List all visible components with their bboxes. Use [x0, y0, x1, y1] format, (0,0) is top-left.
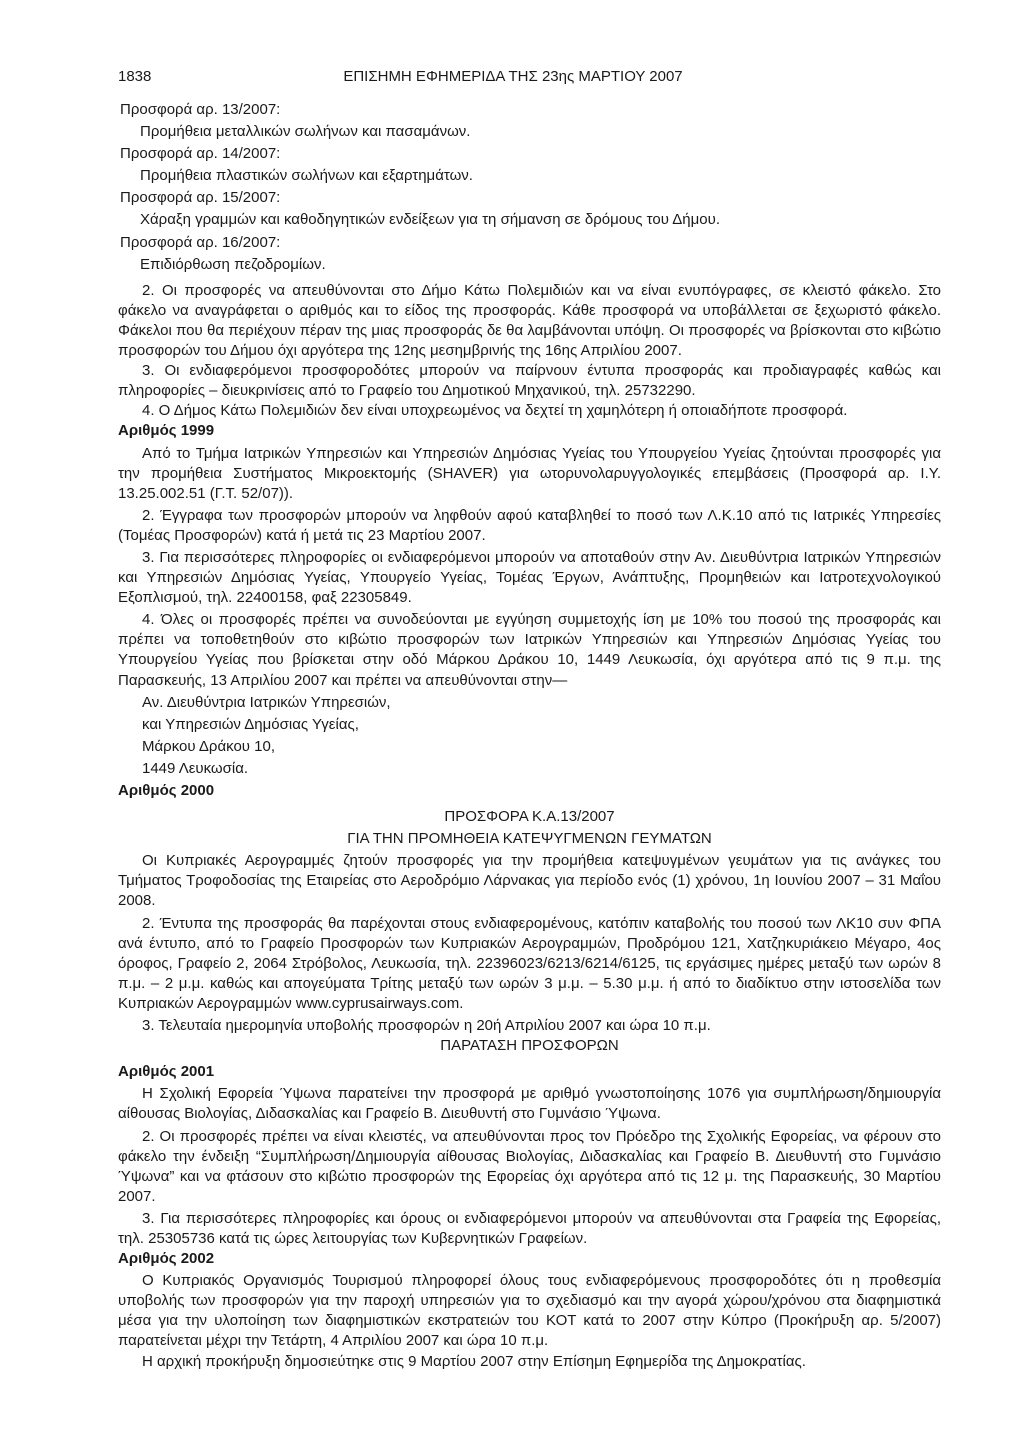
section-2002-paragraph: Ο Κυπριακός Οργανισμός Τουρισμού πληροφορεί όλους τους ενδιαφερόμενους προσφοροδότες ότι η προθεσμία υποβολής των προσφορών για την παροχή υπηρεσιών για το σχεδιασμό και την αγορά χώρου/χρόνου στα διαφημιστικά μέσα για την υλοποίηση των διαφημιστικών εκστρατειών του ΚΟΤ κατά το 2007 στην Κύπρο (Προκήρυξη αρ. 5/2007) παρατείνεται μέχρι την Τετάρτη, 4 Απριλίου 2007 και ώρα 10 π.μ.: [118, 1272, 941, 1350]
section-1999-paragraph: 4. Όλες οι προσφορές πρέπει να συνοδεύονται με εγγύηση συμμετοχής ίση με 10% του ποσού της προσφοράς και πρέπει να τοποθετηθούν στο κιβώτιο προσφορών των Ιατρικών Υπηρεσιών και Υπηρεσιών Δημόσιας Υγείας του Υπουργείου Υγείας που βρίσκεται στην οδό Μάρκου Δράκου 10, 1449 Λευκωσία, όχι αργότερα από τις 9 π.μ. της Παρασκευής, 13 Απριλίου 2007 και πρέπει να απευθύνονται στην—: [118, 611, 941, 689]
section-2001-paragraph: Η Σχολική Εφορεία Ύψωνα παρατείνει την προσφορά με αριθμό γνωστοποίησης 1076 για συμπλήρωση/δημιουργία αίθουσας Βιολογίας, Διδασκαλίας και Γραφείο Β. Διευθυντή στο Γυμνάσιο Ύψωνα.: [118, 1085, 941, 1123]
page-content: [118, 100, 941, 1372]
address-line: 1449 Λευκωσία.: [142, 759, 249, 777]
section-1998-paragraph: 2. Οι προσφορές να απευθύνονται στο Δήμο Κάτω Πολεμιδιών και να είναι ενυπόγραφες, σε κλειστό φάκελο. Στο φάκελο να αναγράφεται ο αριθμός και το είδος της προσφοράς. Κάθε προσφορά να υποβάλλεται σε ξεχωριστό φάκελο. Φάκελοι που θα περιέχουν πέραν της μιας προσφοράς δε θα λαμβάνονται υπόψη. Οι προσφορές να βρίσκονται στο κιβώτιο προσφορών του Δήμου όχι αργότερα της 12ης μεσημβρινής της 16ης Απριλίου 2007.: [118, 281, 941, 360]
section-2000-title: ΠΡΟΣΦΟΡΑ Κ.Α.13/2007: [444, 808, 615, 826]
page-header: [118, 68, 908, 88]
section-1999-paragraph: 3. Για περισσότερες πληροφορίες οι ενδιαφερόμενοι μπορούν να αποταθούν στην Αν. Διευθύντρια Ιατρικών Υπηρεσιών και Υπηρεσιών Δημόσιας Υγείας, Υπουργείο Υγείας, Τομέας Έργων, Ανάπτυξης, Προμηθειών και Ιατροτεχνολογικού Εξοπλισμού, τηλ. 22400158, φαξ 22305849.: [118, 548, 941, 607]
address-line: Αν. Διευθύντρια Ιατρικών Υπηρεσιών,: [142, 693, 391, 711]
section-2000-paragraph: Οι Κυπριακές Αερογραμμές ζητούν προσφορές για την προμήθεια κατεψυγμένων γευμάτων για τις ανάγκες του Τμήματος Τροφοδοσίας της Εταιρείας στο Αεροδρόμιο Λάρνακας για περίοδο ενός (1) χρόνου, 1η Ιουνίου 2007 – 31 Μαΐου 2008.: [118, 852, 941, 910]
section-2000-heading: Αριθμός 2000: [118, 782, 215, 799]
offer-label: Προσφορά αρ. 13/2007:: [120, 101, 281, 118]
section-2001-paragraph: 3. Για περισσότερες πληροφορίες και όρους οι ενδιαφερόμενοι μπορούν να απευθύνονται στα Γραφεία της Εφορείας, τηλ. 25305736 κατά τις ώρες λειτουργίας των Κυβερνητικών Γραφείων.: [118, 1209, 941, 1247]
page-number: 1838: [118, 68, 152, 85]
offer-label: Προσφορά αρ. 15/2007:: [120, 189, 281, 207]
section-1999-paragraph: Από το Τμήμα Ιατρικών Υπηρεσιών και Υπηρεσιών Δημόσιας Υγείας του Υπουργείου Υγείας ζητούνται προσφορές για την προμήθεια Συστήματος Μικροεκτομής (SHAVER) για ωτορυνολαρυγγολογικές επεμβάσεις (Προσφορά αρ. Ι.Υ. 13.25.002.51 (Γ.Τ. 52/07)).: [118, 444, 941, 502]
offer-description: Επιδιόρθωση πεζοδρομίων.: [140, 255, 326, 273]
section-1998-paragraph: 4. Ο Δήμος Κάτω Πολεμιδιών δεν είναι υποχρεωμένος να δεχτεί τη χαμηλότερη ή οποιαδήποτε προσφορά.: [142, 402, 848, 420]
section-2000-title-line2: ΓΙΑ ΤΗΝ ΠΡΟΜΗΘΕΙΑ ΚΑΤΕΨΥΓΜΕΝΩΝ ΓΕΥΜΑΤΩΝ: [347, 830, 712, 848]
offer-label: Προσφορά αρ. 16/2007:: [120, 233, 281, 251]
offer-description: Προμήθεια πλαστικών σωλήνων και εξαρτημάτων.: [140, 167, 473, 185]
gazette-title: ΕΠΙΣΗΜΗ ΕΦΗΜΕΡΙΔΑ ΤΗΣ 23ης ΜΑΡΤΙΟΥ 2007: [343, 68, 683, 85]
offer-description: Προμήθεια μεταλλικών σωλήνων και πασαμάνων.: [140, 123, 471, 141]
address-line: Μάρκου Δράκου 10,: [142, 737, 276, 755]
offer-label: Προσφορά αρ. 14/2007:: [120, 145, 281, 163]
address-line: και Υπηρεσιών Δημόσιας Υγείας,: [142, 715, 359, 733]
section-2001-paragraph: 2. Οι προσφορές πρέπει να είναι κλειστές, να απευθύνονται προς τον Πρόεδρο της Σχολικής Εφορείας, να φέρουν στο φάκελο την ένδειξη “Συμπλήρωση/Δημιουργία αίθουσας Βιολογίας, Διδασκαλίας και Γραφείο Β. Διευθυντή στο Γυμνάσιο Ύψωνα” και να φτάσουν στο κιβώτιο προσφορών της Εφορείας όχι αργότερα από τις 12 μ. της Παρασκευής, 30 Μαρτίου 2007.: [118, 1127, 941, 1205]
section-1998-paragraph: 3. Οι ενδιαφερόμενοι προσφοροδότες μπορούν να παίρνουν έντυπα προσφοράς και προδιαγραφές καθώς και πληροφορίες – διευκρινίσεις από το Γραφείο του Δημοτικού Μηχανικού, τηλ. 25732290.: [118, 362, 941, 400]
section-2000-paragraph: 2. Έντυπα της προσφοράς θα παρέχονται στους ενδιαφερομένους, κατόπιν καταβολής του ποσού των ΛΚ10 συν ΦΠΑ ανά έντυπο, από το Γραφείο Προσφορών των Κυπριακών Αερογραμμών, Προδρόμου 121, Χατζηκυριάκειο Μέγαρο, 4ος όροφος, Γραφείο 2, 2064 Στρόβολος, Λευκωσία, τηλ. 22396023/6213/6214/6125, τις εργάσιμες ημέρες μεταξύ των ωρών 8 π.μ. – 2 μ.μ. καθώς και απογεύματα Τρίτης μεταξύ των ωρών 3 μ.μ. – 5.30 μ.μ. ή από το διαδίκτυο στην ιστοσελίδα των Κυπριακών Αερογραμμών www.cyprusairways.com.: [118, 914, 941, 1012]
section-2002-heading: Αριθμός 2002: [118, 1250, 215, 1268]
extension-subtitle: ΠΑΡΑΤΑΣΗ ΠΡΟΣΦΟΡΩΝ: [440, 1037, 619, 1055]
section-1999-paragraph: 2. Έγγραφα των προσφορών μπορούν να ληφθούν αφού καταβληθεί το ποσό των Λ.Κ.10 από τις Ιατρικές Υπηρεσίες (Τομέας Προσφορών) κατά ή μετά τις 23 Μαρτίου 2007.: [118, 506, 941, 544]
offer-description: Χάραξη γραμμών και καθοδηγητικών ενδείξεων για τη σήμανση σε δρόμους του Δήμου.: [140, 211, 720, 229]
section-1999-heading: Αριθμός 1999: [118, 422, 215, 440]
section-2000-paragraph: 3. Τελευταία ημερομηνία υποβολής προσφορών η 20ή Απριλίου 2007 και ώρα 10 π.μ.: [142, 1017, 711, 1035]
section-2002-paragraph: Η αρχική προκήρυξη δημοσιεύτηκε στις 9 Μαρτίου 2007 στην Επίσημη Εφημερίδα της Δημοκρατίας.: [142, 1352, 806, 1370]
section-2001-heading: Αριθμός 2001: [118, 1063, 215, 1081]
